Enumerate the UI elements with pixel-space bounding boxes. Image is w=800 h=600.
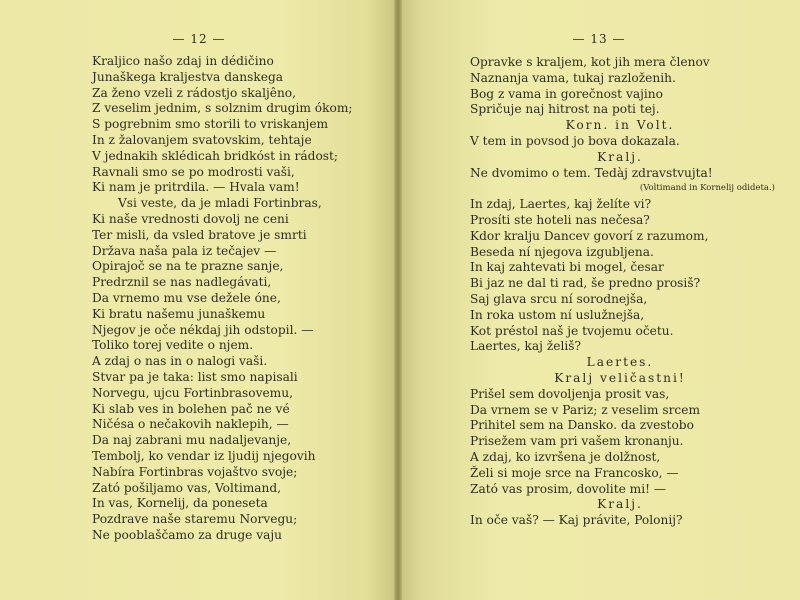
verse-line: In roka ustom ní uslužnejša, [470, 307, 645, 322]
verse-line: Ter misli, da vsled bratove je smrti [92, 227, 307, 242]
verse-line: Norvegu, ujcu Fortinbrasovemu, [92, 385, 293, 400]
verse-line: Ki bratu našemu junaškemu [92, 306, 266, 321]
verse-line: Ki nam je pritrdila. — Hvala vam! [92, 180, 300, 195]
verse-line: Beseda ní njegova izgubljena. [470, 244, 654, 259]
speaker-name: Kralj veličastni! [554, 370, 686, 385]
verse-line: In oče vaš? — Kaj právite, Polonij? [470, 513, 683, 528]
left-page [0, 0, 398, 600]
verse-line: Ki naše vrednosti dovolj ne ceni [92, 211, 289, 226]
verse-line: Ničésa o nečakovih naklepih, — [92, 417, 289, 432]
verse-line: Ravnali smo se po modrosti vaši, [92, 164, 295, 179]
speaker-name: Korn. in Volt. [565, 118, 675, 133]
verse-line: Junaškega kraljestva danskega [92, 69, 284, 84]
verse-line: In zdaj, Laertes, kaj želíte vi? [470, 197, 652, 212]
verse-line: Prisežem vam pri vašem kronanju. [470, 434, 684, 449]
speaker-name: Kralj. [597, 497, 643, 512]
verse-line: Bi jaz ne dal ti rad, še predno prosiš? [470, 276, 701, 291]
speaker-name: Laertes. [586, 355, 654, 370]
text-block [92, 54, 353, 544]
verse-line: Prišel sem dovoljenja prosit vas, [470, 386, 670, 401]
verse-line: Bog z vama in gorečnost vajino [470, 86, 663, 101]
verse-line: Da vrnem se v Pariz; z veselim srcem [470, 402, 701, 417]
verse-line: A zdaj, ko izvršena je dolžnost, [470, 449, 661, 464]
verse-line: Kot préstol naš je tvojemu očetu. [470, 323, 674, 338]
page-number: — 12 — [172, 32, 226, 46]
verse-line: S pogrebnim smo storili to vriskanjem [92, 117, 329, 132]
verse-line: Država naša pala iz tečajev — [92, 243, 277, 258]
verse-line: Nabíra Fortinbras vojaštvo svoje; [92, 464, 298, 479]
verse-line: In vas, Kornelij, da poneseta [92, 496, 268, 511]
verse-line: Pozdrave naše staremu Norvegu; [92, 512, 298, 527]
verse-line: In z žalovanjem svatovskim, tehtaje [92, 132, 312, 147]
verse-line: Prosíti ste hoteli nas nečesa? [470, 212, 650, 227]
page-number: — 13 — [572, 32, 626, 46]
verse-line: Stvar pa je taka: list smo napisali [92, 369, 298, 384]
right-page [398, 0, 800, 600]
verse-line: Saj glava srcu ní sorodnejša, [470, 291, 648, 306]
verse-line: Prihitel sem na Dansko. da zvestobo [470, 418, 694, 433]
stage-direction: (Voltimand in Kornelij odideta.) [639, 183, 775, 194]
verse-line: V jednakih sklédicah bridkóst in rádost; [92, 148, 339, 163]
verse-line: Njegov je oče nékdaj jih odstopil. — [92, 322, 314, 337]
verse-line: Tembolj, ko vendar iz ljudij njegovih [92, 448, 316, 463]
verse-line: Ne pooblaščamo za druge vaju [92, 527, 283, 542]
verse-line: Opravke s kraljem, kot jih mera členov [470, 55, 710, 69]
verse-line: Želi si moje srce na Francosko, — [470, 465, 679, 480]
verse-line: Opirajoč se na te prazne sanje, [92, 259, 284, 274]
verse-line: Vsi veste, da je mladi Fortinbras, [118, 196, 322, 211]
verse-line: Kraljico našo zdaj in dédičino [92, 54, 274, 68]
verse-line: Da vrnemo mu vse dežele óne, [92, 290, 281, 305]
verse-line: Toliko torej vedite o njem. [92, 338, 254, 353]
text-block [470, 55, 775, 529]
verse-line: Zató pošiljamo vas, Voltimand, [92, 480, 282, 495]
verse-line: Ki slab ves in bolehen pač ne vé [92, 401, 290, 416]
verse-line: In kaj zahtevati bi mogel, česar [470, 260, 664, 275]
verse-line: Za ženo vzeli z rádostjo skaljêno, [92, 85, 297, 100]
verse-line: Predrznil se nas nadlegávati, [92, 275, 272, 290]
book-gutter [394, 0, 402, 600]
verse-line: Naznanja vama, tukaj razloženih. [470, 70, 676, 85]
speaker-name: Kralj. [597, 149, 643, 164]
verse-line: Da naj zabrani mu nadaljevanje, [92, 433, 292, 448]
verse-line: Kdor kralju Dancev govorí z razumom, [470, 228, 709, 243]
verse-line: Z veselim jednim, s solznim drugim ókom; [92, 101, 353, 116]
verse-line: A zdaj o nas in o nalogi vaši. [92, 354, 268, 369]
verse-line: Ne dvomimo o tem. Tedàj zdravstvujta! [470, 165, 713, 180]
verse-line: V tem in povsod jo bova dokazala. [470, 133, 680, 148]
verse-line: Spričuje naj hitrost na poti tej. [470, 102, 660, 117]
verse-line: Laertes, kaj želiš? [470, 339, 582, 354]
verse-line: Zató vas prosim, dovolite mi! — [470, 481, 667, 496]
